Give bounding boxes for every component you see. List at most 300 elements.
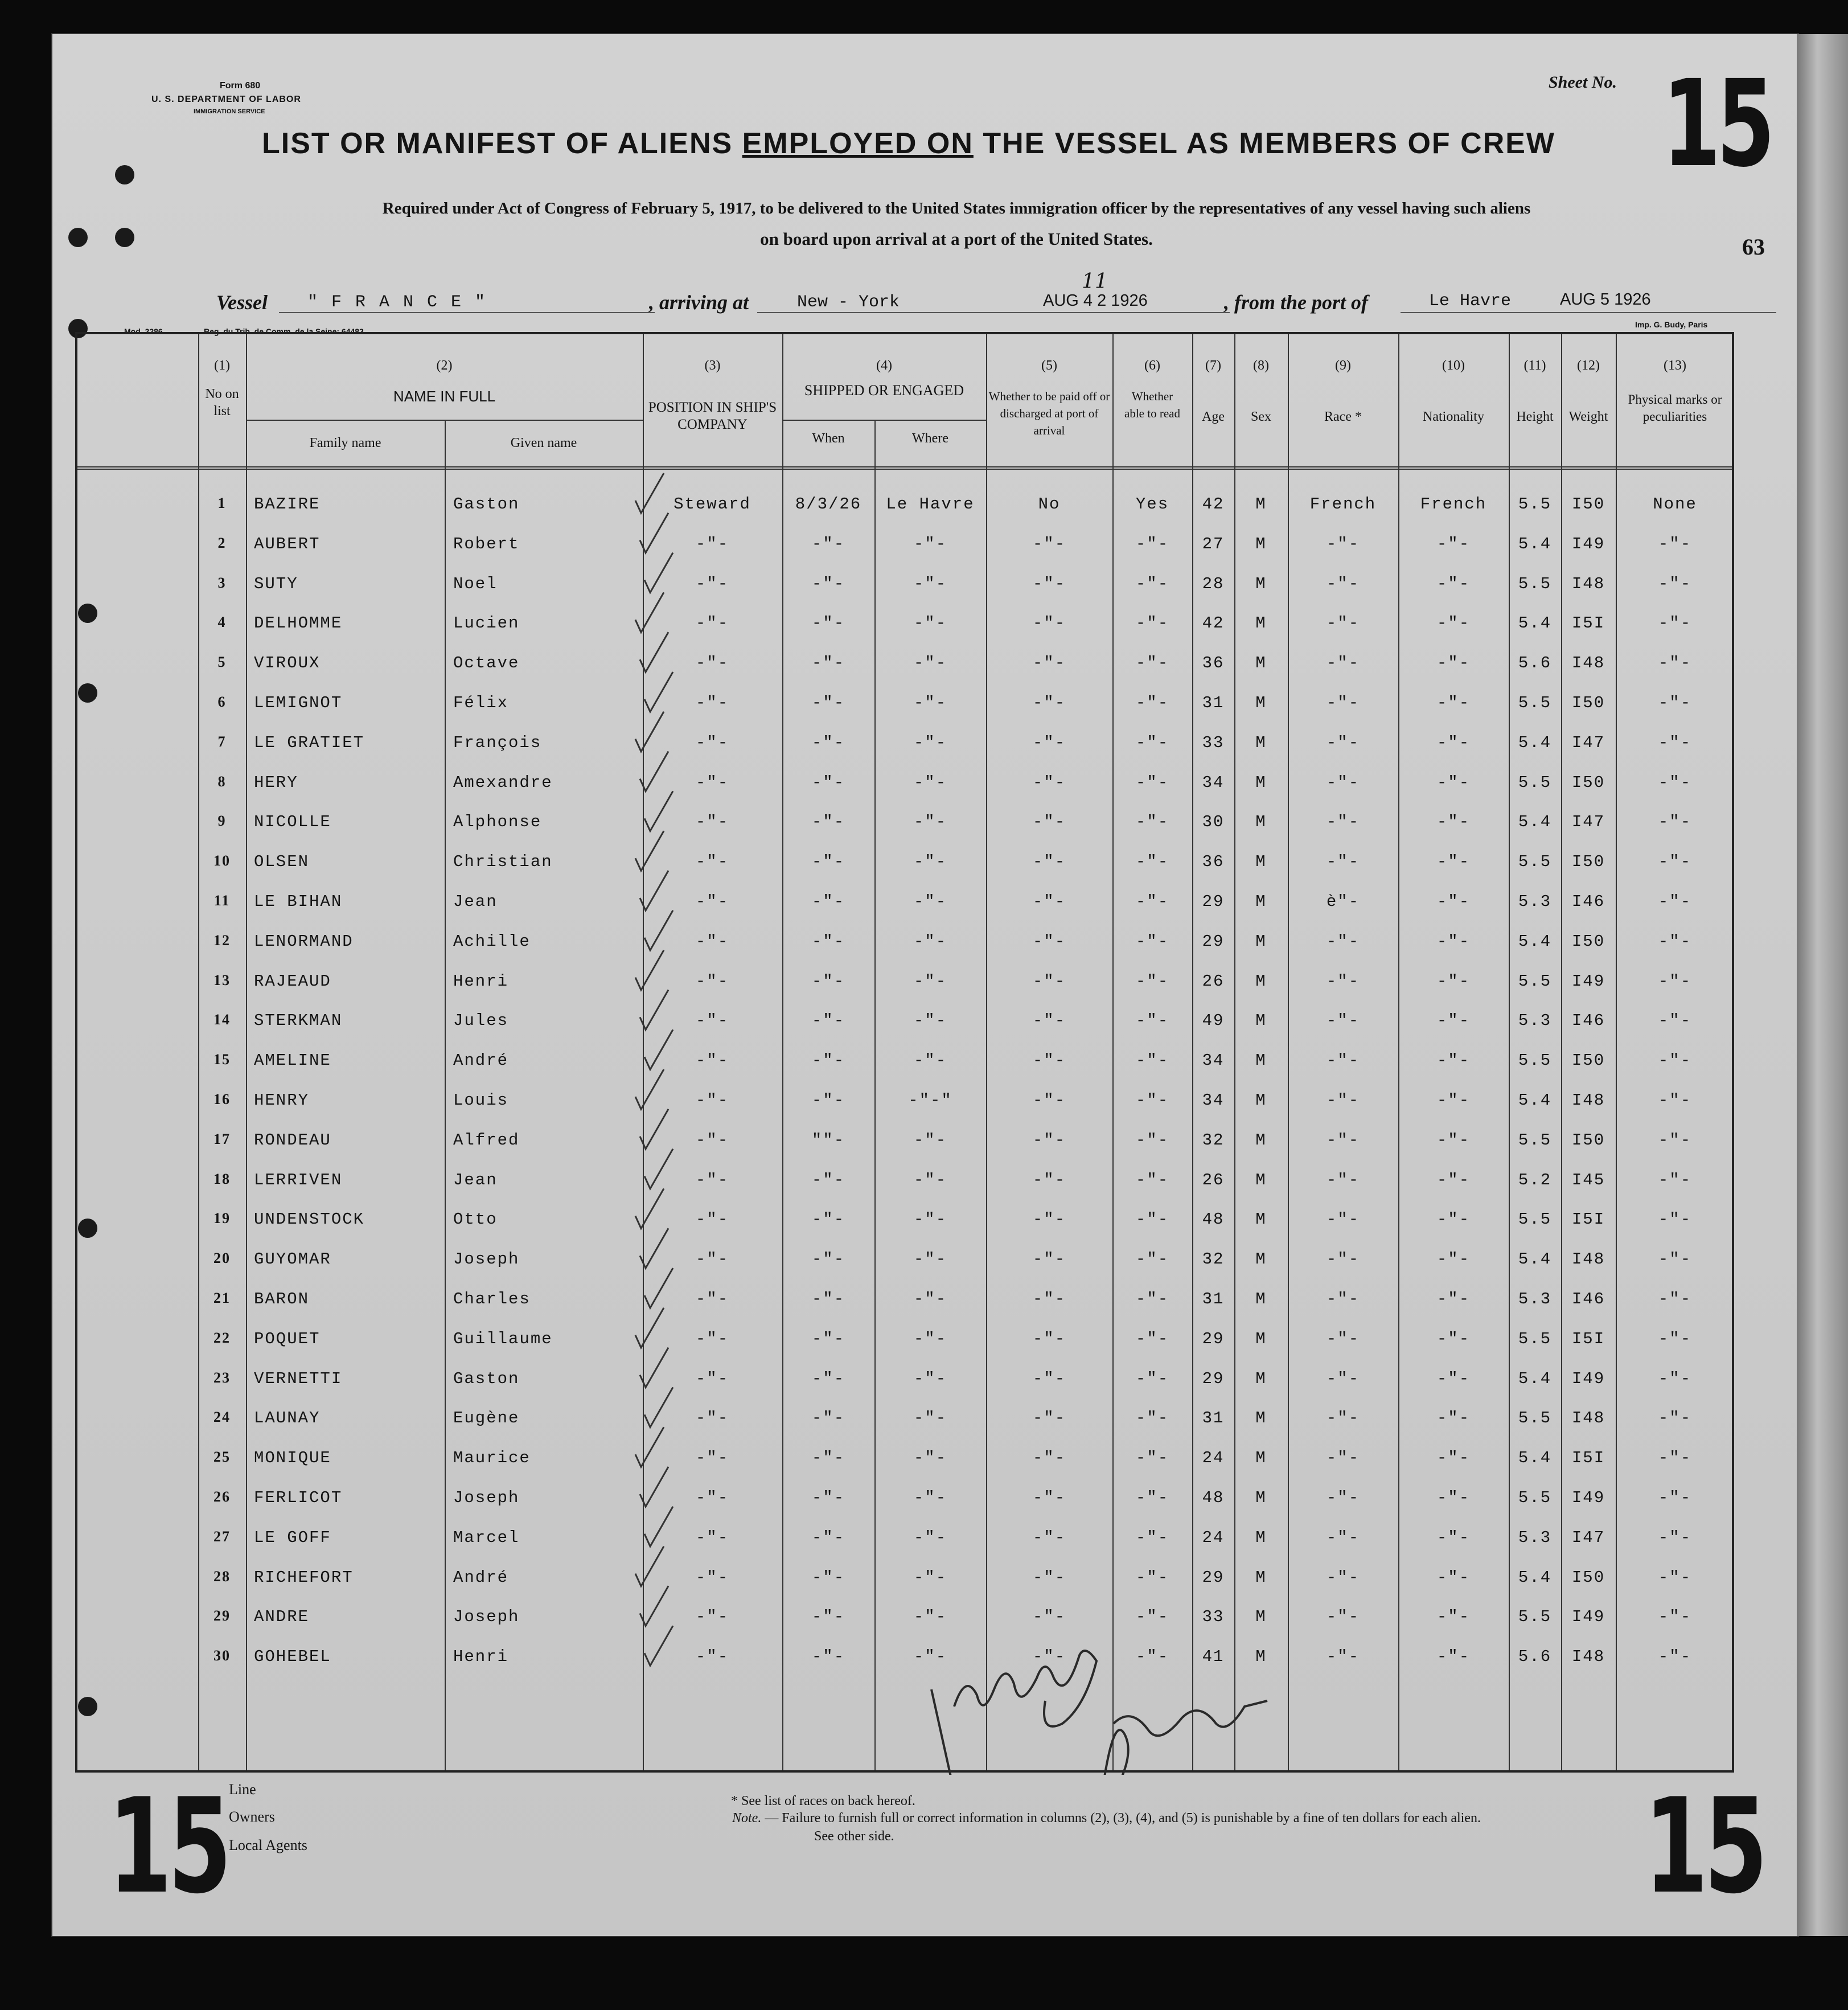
- cell-position: -"-: [695, 1210, 729, 1229]
- cell-weight: I45: [1571, 1170, 1605, 1189]
- cell-age: 48: [1202, 1210, 1225, 1229]
- cell-weight: I49: [1571, 534, 1605, 553]
- col4-label: SHIPPED OR ENGAGED: [804, 382, 964, 399]
- cell-marks: -"-: [1658, 971, 1692, 991]
- cell-position: Steward: [674, 495, 751, 514]
- cell-nat: -"-: [1436, 971, 1471, 991]
- check-mark: [644, 1268, 673, 1308]
- cell-position: -"-: [695, 932, 729, 951]
- check-mark: [640, 513, 668, 553]
- check-mark: [640, 1228, 668, 1268]
- cell-no: 4: [217, 614, 227, 631]
- cell-given: Eugène: [453, 1409, 520, 1428]
- cell-where: -"-: [913, 852, 947, 872]
- cell-weight: I50: [1571, 495, 1605, 514]
- cell-given: François: [453, 733, 542, 752]
- check-mark: [644, 1029, 673, 1069]
- col1-no: (1): [214, 358, 230, 373]
- cell-family: HERY: [254, 773, 298, 792]
- check-mark: [644, 1507, 673, 1547]
- cell-given: Gaston: [453, 1369, 520, 1388]
- cell-height: 5.5: [1518, 1051, 1552, 1070]
- cell-nat: French: [1420, 495, 1487, 514]
- col9-label: Race *: [1324, 409, 1362, 424]
- cell-height: 5.4: [1518, 1250, 1552, 1269]
- cell-no: 15: [213, 1051, 231, 1068]
- cell-height: 5.4: [1518, 1091, 1552, 1110]
- cell-weight: I46: [1571, 1011, 1605, 1031]
- check-mark: [644, 791, 673, 831]
- signature-2: [1102, 1701, 1267, 1775]
- cell-race: -"-: [1326, 1329, 1360, 1348]
- cell-position: -"-: [695, 1607, 729, 1627]
- cell-paid: No: [1038, 495, 1061, 514]
- cell-nat: -"-: [1436, 694, 1471, 712]
- cell-read: -"-: [1135, 773, 1169, 792]
- cell-paid: -"-: [1032, 534, 1066, 553]
- cell-family: LEMIGNOT: [254, 694, 343, 712]
- cell-when: -"-: [811, 1290, 845, 1308]
- cell-age: 36: [1202, 654, 1225, 673]
- cell-weight: I49: [1571, 1488, 1605, 1507]
- cell-nat: -"-: [1436, 534, 1471, 553]
- col7-label: Age: [1202, 409, 1225, 424]
- cell-when: -"-: [811, 1170, 845, 1189]
- cell-nat: -"-: [1436, 1568, 1471, 1587]
- cell-age: 26: [1202, 1170, 1225, 1189]
- cell-paid: -"-: [1032, 1607, 1066, 1627]
- cell-weight: I5I: [1571, 1449, 1605, 1468]
- check-mark: [644, 553, 673, 593]
- check-mark: [635, 712, 664, 752]
- cell-read: -"-: [1135, 1607, 1169, 1627]
- cell-position: -"-: [695, 852, 729, 872]
- vessel-rule: [279, 312, 655, 313]
- cell-age: 24: [1202, 1449, 1225, 1468]
- cell-paid: -"-: [1032, 574, 1066, 593]
- from-label: , from the port of: [1224, 291, 1369, 314]
- cell-read: -"-: [1135, 1329, 1169, 1348]
- cell-when: -"-: [811, 1449, 845, 1468]
- cell-paid: -"-: [1032, 1449, 1066, 1468]
- cell-position: -"-: [695, 1091, 729, 1110]
- cell-age: 29: [1202, 1568, 1225, 1587]
- cell-nat: -"-: [1436, 1170, 1471, 1189]
- cell-weight: I47: [1571, 1528, 1605, 1547]
- cell-when: -"-: [811, 614, 845, 633]
- cell-height: 5.5: [1518, 1488, 1552, 1507]
- cell-race: -"-: [1326, 1170, 1360, 1189]
- cell-read: -"-: [1135, 733, 1169, 752]
- note-text: — Failure to furnish full or correct information in columns (2), (3), (4), and (5) is punishable by a fine of ten dollars for each alien.: [765, 1811, 1481, 1826]
- check-mark: [640, 990, 668, 1029]
- cell-weight: I50: [1571, 773, 1605, 792]
- col3-no: (3): [704, 358, 721, 373]
- cell-height: 5.5: [1518, 694, 1552, 712]
- cell-paid: -"-: [1032, 1409, 1066, 1428]
- cell-weight: I48: [1571, 654, 1605, 673]
- cell-given: Gaston: [453, 495, 520, 514]
- cell-position: -"-: [695, 1290, 729, 1308]
- cell-paid: -"-: [1032, 733, 1066, 752]
- cell-sex: M: [1255, 1250, 1267, 1269]
- col11-no: (11): [1523, 358, 1546, 373]
- cell-sex: M: [1255, 932, 1267, 951]
- cell-where: Le Havre: [886, 495, 975, 514]
- cell-nat: -"-: [1436, 1607, 1471, 1627]
- cell-family: UNDENSTOCK: [254, 1210, 365, 1229]
- punch-hole: [68, 228, 88, 247]
- cell-family: RAJEAUD: [254, 971, 331, 991]
- cell-no: 1: [217, 495, 227, 511]
- cell-no: 19: [213, 1210, 231, 1227]
- cell-given: Octave: [453, 654, 520, 673]
- cell-where: -"-: [913, 654, 947, 673]
- cell-given: Henri: [453, 1647, 509, 1667]
- cell-no: 28: [213, 1568, 231, 1585]
- cell-marks: -"-: [1658, 654, 1692, 673]
- cell-where: -"-: [913, 694, 947, 712]
- cell-paid: -"-: [1032, 1488, 1066, 1507]
- cell-sex: M: [1255, 1130, 1267, 1150]
- cell-marks: -"-: [1658, 534, 1692, 553]
- cell-family: LAUNAY: [254, 1409, 321, 1428]
- cell-nat: -"-: [1436, 852, 1471, 872]
- cell-given: Jean: [453, 1170, 498, 1189]
- cell-height: 5.5: [1518, 1329, 1552, 1348]
- cell-no: 2: [217, 534, 227, 551]
- cell-no: 14: [213, 1011, 231, 1028]
- cell-when: -"-: [811, 1329, 845, 1348]
- cell-marks: -"-: [1658, 1568, 1692, 1587]
- cell-family: AMELINE: [254, 1051, 331, 1070]
- cell-age: 48: [1202, 1488, 1225, 1507]
- cell-weight: I5I: [1571, 614, 1605, 633]
- cell-race: -"-: [1326, 1091, 1360, 1110]
- cell-paid: -"-: [1032, 1290, 1066, 1308]
- cell-read: -"-: [1135, 574, 1169, 593]
- cell-age: 34: [1202, 773, 1225, 792]
- cell-when: -"-: [811, 1607, 845, 1627]
- cell-paid: -"-: [1032, 971, 1066, 991]
- col10-label: Nationality: [1423, 409, 1484, 424]
- cell-read: -"-: [1135, 852, 1169, 872]
- cell-height: 5.5: [1518, 1607, 1552, 1627]
- cell-weight: I49: [1571, 1607, 1605, 1627]
- cell-height: 5.5: [1518, 1210, 1552, 1229]
- cell-when: -"-: [811, 534, 845, 553]
- stamp-left: 15: [108, 1771, 228, 1923]
- cell-weight: I49: [1571, 971, 1605, 991]
- cell-given: Henri: [453, 971, 509, 991]
- cell-family: MONIQUE: [254, 1449, 331, 1468]
- cell-nat: -"-: [1436, 1250, 1471, 1269]
- cell-family: STERKMAN: [254, 1011, 343, 1031]
- cell-weight: I48: [1571, 1091, 1605, 1110]
- cell-where: -"-: [913, 1449, 947, 1468]
- cell-where: -"-": [908, 1091, 952, 1110]
- cell-height: 5.4: [1518, 1449, 1552, 1468]
- cell-marks: -"-: [1658, 932, 1692, 951]
- cell-race: -"-: [1326, 852, 1360, 872]
- cell-race: -"-: [1326, 773, 1360, 792]
- check-mark: [644, 1626, 673, 1666]
- cell-marks: -"-: [1658, 1290, 1692, 1308]
- arriving-date-correction: 11: [1082, 270, 1108, 293]
- cell-read: -"-: [1135, 1051, 1169, 1070]
- cell-where: -"-: [913, 1329, 947, 1348]
- cell-position: -"-: [695, 1329, 729, 1348]
- cell-no: 9: [217, 813, 227, 830]
- cell-where: -"-: [913, 614, 947, 633]
- check-mark: [635, 1547, 664, 1586]
- cell-no: 30: [213, 1647, 231, 1664]
- cell-no: 10: [213, 852, 231, 869]
- printer: Imp. G. Budy, Paris: [1635, 320, 1708, 329]
- cell-given: Charles: [453, 1290, 531, 1308]
- cell-age: 31: [1202, 1290, 1225, 1308]
- cell-sex: M: [1255, 614, 1267, 633]
- cell-height: 5.5: [1518, 852, 1552, 872]
- cell-height: 5.5: [1518, 971, 1552, 991]
- cell-sex: M: [1255, 971, 1267, 991]
- department: U. S. DEPARTMENT OF LABOR: [151, 95, 301, 104]
- cell-marks: -"-: [1658, 1250, 1692, 1269]
- stamp-right: 15: [1644, 1771, 1764, 1923]
- cell-where: -"-: [913, 1011, 947, 1031]
- cell-where: -"-: [913, 813, 947, 832]
- cell-marks: -"-: [1658, 1051, 1692, 1070]
- sheet-number: 15: [1662, 54, 1771, 194]
- cell-no: 11: [213, 892, 231, 909]
- cell-when: -"-: [811, 1051, 845, 1070]
- cell-height: 5.6: [1518, 654, 1552, 673]
- cell-family: VIROUX: [254, 654, 321, 673]
- check-mark: [635, 473, 664, 513]
- check-mark: [635, 1427, 664, 1467]
- form-number: Form 680: [220, 81, 261, 91]
- cell-where: -"-: [913, 534, 947, 553]
- cell-marks: -"-: [1658, 574, 1692, 593]
- col1-label: No on list: [205, 387, 239, 419]
- cell-read: -"-: [1135, 654, 1169, 673]
- cell-sex: M: [1255, 892, 1267, 911]
- cell-sex: M: [1255, 1091, 1267, 1110]
- cell-family: DELHOMME: [254, 614, 343, 633]
- col8-no: (8): [1253, 358, 1269, 373]
- cell-position: -"-: [695, 1449, 729, 1468]
- cell-age: 41: [1202, 1647, 1225, 1667]
- cell-sex: M: [1255, 495, 1267, 514]
- cell-race: -"-: [1326, 1290, 1360, 1308]
- cell-given: Jules: [453, 1011, 509, 1031]
- cell-sex: M: [1255, 1449, 1267, 1468]
- cell-read: -"-: [1135, 1130, 1169, 1150]
- cell-height: 5.4: [1518, 813, 1552, 832]
- cell-no: 7: [217, 733, 227, 750]
- cell-paid: -"-: [1032, 813, 1066, 832]
- cell-family: LE BIHAN: [254, 892, 343, 911]
- cell-weight: I47: [1571, 813, 1605, 832]
- cell-race: -"-: [1326, 1210, 1360, 1229]
- cell-race: French: [1309, 495, 1377, 514]
- cell-given: Joseph: [453, 1250, 520, 1269]
- cell-sex: M: [1255, 654, 1267, 673]
- cell-age: 28: [1202, 574, 1225, 593]
- cell-position: -"-: [695, 1647, 729, 1667]
- cell-read: -"-: [1135, 1011, 1169, 1031]
- cell-given: Félix: [453, 694, 509, 712]
- arriving-rule: [757, 312, 1230, 313]
- cell-given: Otto: [453, 1210, 498, 1229]
- cell-no: 27: [213, 1528, 231, 1545]
- cell-height: 5.3: [1518, 892, 1552, 911]
- cell-marks: -"-: [1658, 1011, 1692, 1031]
- col9-no: (9): [1335, 358, 1351, 373]
- cell-age: 36: [1202, 852, 1225, 872]
- cell-no: 23: [213, 1369, 231, 1386]
- cell-height: 5.3: [1518, 1011, 1552, 1031]
- cell-marks: -"-: [1658, 1409, 1692, 1428]
- cell-race: -"-: [1326, 1130, 1360, 1150]
- cell-given: Marcel: [453, 1528, 520, 1547]
- cell-nat: -"-: [1436, 1011, 1471, 1031]
- cell-marks: -"-: [1658, 1528, 1692, 1547]
- cell-race: -"-: [1326, 534, 1360, 553]
- cell-age: 31: [1202, 694, 1225, 712]
- check-mark: [644, 672, 673, 712]
- col4-when: When: [812, 431, 845, 446]
- cell-when: -"-: [811, 694, 845, 712]
- cell-nat: -"-: [1436, 574, 1471, 593]
- punch-hole: [115, 228, 134, 247]
- cell-position: -"-: [695, 1051, 729, 1070]
- cell-read: -"-: [1135, 694, 1169, 712]
- cell-marks: -"-: [1658, 813, 1692, 832]
- check-mark: [635, 1069, 664, 1109]
- cell-race: -"-: [1326, 1647, 1360, 1667]
- cell-when: -"-: [811, 1488, 845, 1507]
- check-mark: [644, 910, 673, 950]
- cell-marks: -"-: [1658, 1449, 1692, 1468]
- cell-when: -"-: [811, 1369, 845, 1388]
- cell-paid: -"-: [1032, 1528, 1066, 1547]
- col2-family: Family name: [309, 436, 381, 450]
- cell-race: -"-: [1326, 1250, 1360, 1269]
- cell-read: -"-: [1135, 1568, 1169, 1587]
- check-mark: [640, 632, 668, 672]
- title-part3: THE VESSEL AS MEMBERS OF CREW: [983, 127, 1556, 160]
- cell-given: Louis: [453, 1091, 509, 1110]
- cell-weight: I48: [1571, 574, 1605, 593]
- owners-label: Owners: [229, 1808, 275, 1825]
- cell-paid: -"-: [1032, 1011, 1066, 1031]
- cell-family: NICOLLE: [254, 813, 331, 832]
- cell-family: POQUET: [254, 1329, 321, 1348]
- cell-given: André: [453, 1051, 509, 1070]
- cell-where: -"-: [913, 1170, 947, 1189]
- cell-sex: M: [1255, 773, 1267, 792]
- cell-family: GOHEBEL: [254, 1647, 331, 1667]
- cell-sex: M: [1255, 1170, 1267, 1189]
- cell-position: -"-: [695, 534, 729, 553]
- cell-no: 26: [213, 1488, 231, 1505]
- cell-age: 49: [1202, 1011, 1225, 1031]
- cell-age: 34: [1202, 1051, 1225, 1070]
- cell-age: 29: [1202, 932, 1225, 951]
- cell-age: 31: [1202, 1409, 1225, 1428]
- cell-height: 5.5: [1518, 1130, 1552, 1150]
- cell-nat: -"-: [1436, 892, 1471, 911]
- cell-when: -"-: [811, 892, 845, 911]
- cell-where: -"-: [913, 1647, 947, 1667]
- cell-age: 24: [1202, 1528, 1225, 1547]
- required-line2: on board upon arrival at a port of the United States.: [760, 229, 1153, 249]
- cell-position: -"-: [695, 1011, 729, 1031]
- cell-no: 20: [213, 1250, 231, 1267]
- cell-where: -"-: [913, 773, 947, 792]
- cell-sex: M: [1255, 733, 1267, 752]
- cell-age: 33: [1202, 733, 1225, 752]
- cell-race: -"-: [1326, 614, 1360, 633]
- cell-family: RICHEFORT: [254, 1568, 354, 1587]
- cell-read: -"-: [1135, 932, 1169, 951]
- cell-age: 33: [1202, 1607, 1225, 1627]
- cell-paid: -"-: [1032, 1647, 1066, 1667]
- cell-read: -"-: [1135, 614, 1169, 633]
- cell-marks: -"-: [1658, 773, 1692, 792]
- cell-family: BAZIRE: [254, 495, 321, 514]
- cell-height: 5.4: [1518, 1568, 1552, 1587]
- cell-no: 13: [213, 971, 231, 988]
- cell-weight: I5I: [1571, 1329, 1605, 1348]
- col11-label: Height: [1516, 409, 1554, 424]
- cell-nat: -"-: [1436, 1290, 1471, 1308]
- cell-position: -"-: [695, 773, 729, 792]
- cell-weight: I48: [1571, 1647, 1605, 1667]
- punch-hole: [115, 165, 134, 184]
- cell-sex: M: [1255, 1647, 1267, 1667]
- cell-where: -"-: [913, 1130, 947, 1150]
- cell-paid: -"-: [1032, 1369, 1066, 1388]
- cell-no: 21: [213, 1290, 231, 1306]
- check-mark: [640, 1467, 668, 1507]
- cell-read: -"-: [1135, 813, 1169, 832]
- cell-given: Alfred: [453, 1130, 520, 1150]
- cell-marks: -"-: [1658, 733, 1692, 752]
- cell-race: -"-: [1326, 813, 1360, 832]
- cell-paid: -"-: [1032, 694, 1066, 712]
- cell-read: -"-: [1135, 1210, 1169, 1229]
- cell-paid: -"-: [1032, 932, 1066, 951]
- cell-sex: M: [1255, 694, 1267, 712]
- cell-age: 29: [1202, 892, 1225, 911]
- check-marks: [77, 334, 1736, 1775]
- cell-sex: M: [1255, 1210, 1267, 1229]
- cell-sex: M: [1255, 1528, 1267, 1547]
- cell-read: -"-: [1135, 892, 1169, 911]
- cell-where: -"-: [913, 733, 947, 752]
- cell-weight: I50: [1571, 932, 1605, 951]
- cell-family: ANDRE: [254, 1607, 310, 1627]
- cell-no: 29: [213, 1607, 231, 1625]
- cell-read: -"-: [1135, 1250, 1169, 1269]
- note-label: Note.: [732, 1811, 762, 1826]
- cell-given: Lucien: [453, 614, 520, 633]
- col2-label: NAME IN FULL: [393, 388, 496, 405]
- cell-height: 5.3: [1518, 1290, 1552, 1308]
- cell-paid: -"-: [1032, 1568, 1066, 1587]
